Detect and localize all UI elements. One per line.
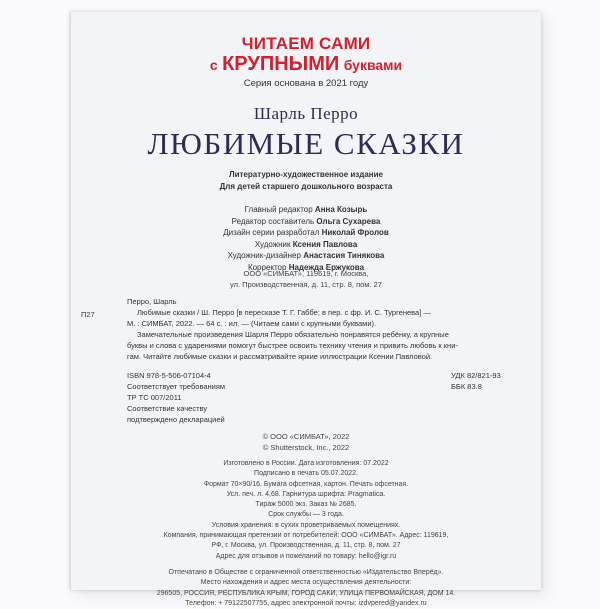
credits-list xyxy=(71,204,541,273)
genre-line1: Литературно-художественное издание xyxy=(228,170,383,179)
credit-line: Дизайн серии разработал Николай Фролов xyxy=(223,228,389,237)
book-author: Шарль Перро xyxy=(253,104,359,123)
credit-line: Главный редактор Анна Козырь xyxy=(244,205,368,214)
series-prep: с xyxy=(209,57,218,73)
series-word: буквами xyxy=(343,57,403,73)
credit-line: Художник Ксения Павлова xyxy=(254,239,358,249)
series-founded: Серия основана в 2021 году xyxy=(243,78,369,89)
udk-block: УДК 82/821-93 ББК 83.8 xyxy=(451,371,501,391)
series-big-word: КРУПНЫМИ xyxy=(222,53,340,75)
publisher-address: ООО «СИМБАТ», 119619, г. Москва, ул. Производственная, д. 11, стр. 8, пом. 27 xyxy=(230,269,382,289)
catalog-record: Перро, Шарль Любимые сказки / Ш. Перро [в пересказе Т. Г. Габбе; в пер. с фр. И. С. Тургенева] — М. : СИМБАТ, 2022. — 64 с. : ил. — (Читаем сами с крупными буквами). Замечательные произведения Шарля Перро обязательно понравятся ребёнку, а крупные буквы и слова с ударениями помогут быстрее освоить технику чтения и привить любовь к кни- гам. Читайте любимые сказки и рассматривайте яркие иллюстрации Ксении Павловой. xyxy=(127,296,527,362)
catalog-head: Перро, Шарль xyxy=(127,297,177,306)
catalog-code: П27 xyxy=(81,310,95,319)
credit-line: Корректор Надежда Ержукова xyxy=(247,262,365,272)
copyright-block: © ООО «СИМБАТ», 2022 © Shutterstock, Inc., 2022 xyxy=(262,432,350,452)
series-title-line1: ЧИТАЕМ САМИ xyxy=(241,34,371,53)
credit-line: Редактор составитель Ольга Сухарева xyxy=(231,216,381,226)
imprint-block: Изготовлено в России. Дата изготовления: 07.2022 Подписано в печать 05.07.2022. Формат 70×90/16. Бумага офсетная, картон. Печать офсетная. Усл. печ. л. 4,68. Гарнитура шрифта: Pragmatica. Тираж 5000 экз. Заказ № 2685. Срок службы — 3 года. Условия хранения: в сухих проветриваемых помещениях. Компания, принимающая претензии от потребителей: ООО «СИМБАТ». Адрес: 119619, РФ, г. Москва, ул. Производственная, д. 11, стр. 8, пом. 27 Адрес для отзывов и пожеланий по товару: hello@igr.ru Отпечатано в Обществе с ограниченной ответственностью «Издательство Вперёд». Место нахождения и адрес места осуществления деятельности: 296505, РОССИЯ, РЕСПУБЛИКА КРЫМ, ГОРОД САКИ, УЛИЦА ПЕРВОМАЙСКАЯ, ДОМ 14. Телефон: + 79122507755, адрес электронной почты: izdvpered@yandex.ru xyxy=(156,460,456,607)
book-title: ЛЮБИМЫЕ СКАЗКИ xyxy=(147,126,465,161)
book-page xyxy=(70,12,541,607)
credit-line: Художник-дизайнер Анастасия Тинякова xyxy=(227,251,385,260)
genre-line2: Для детей старшего дошкольного возраста xyxy=(219,182,393,191)
isbn-block: ISBN 978-5-506-07104-4 Соответствует требованиям ТР ТС 007/2011 Соответствие качеству подтверждено декларацией xyxy=(127,371,226,424)
series-title-line2 xyxy=(71,53,541,77)
